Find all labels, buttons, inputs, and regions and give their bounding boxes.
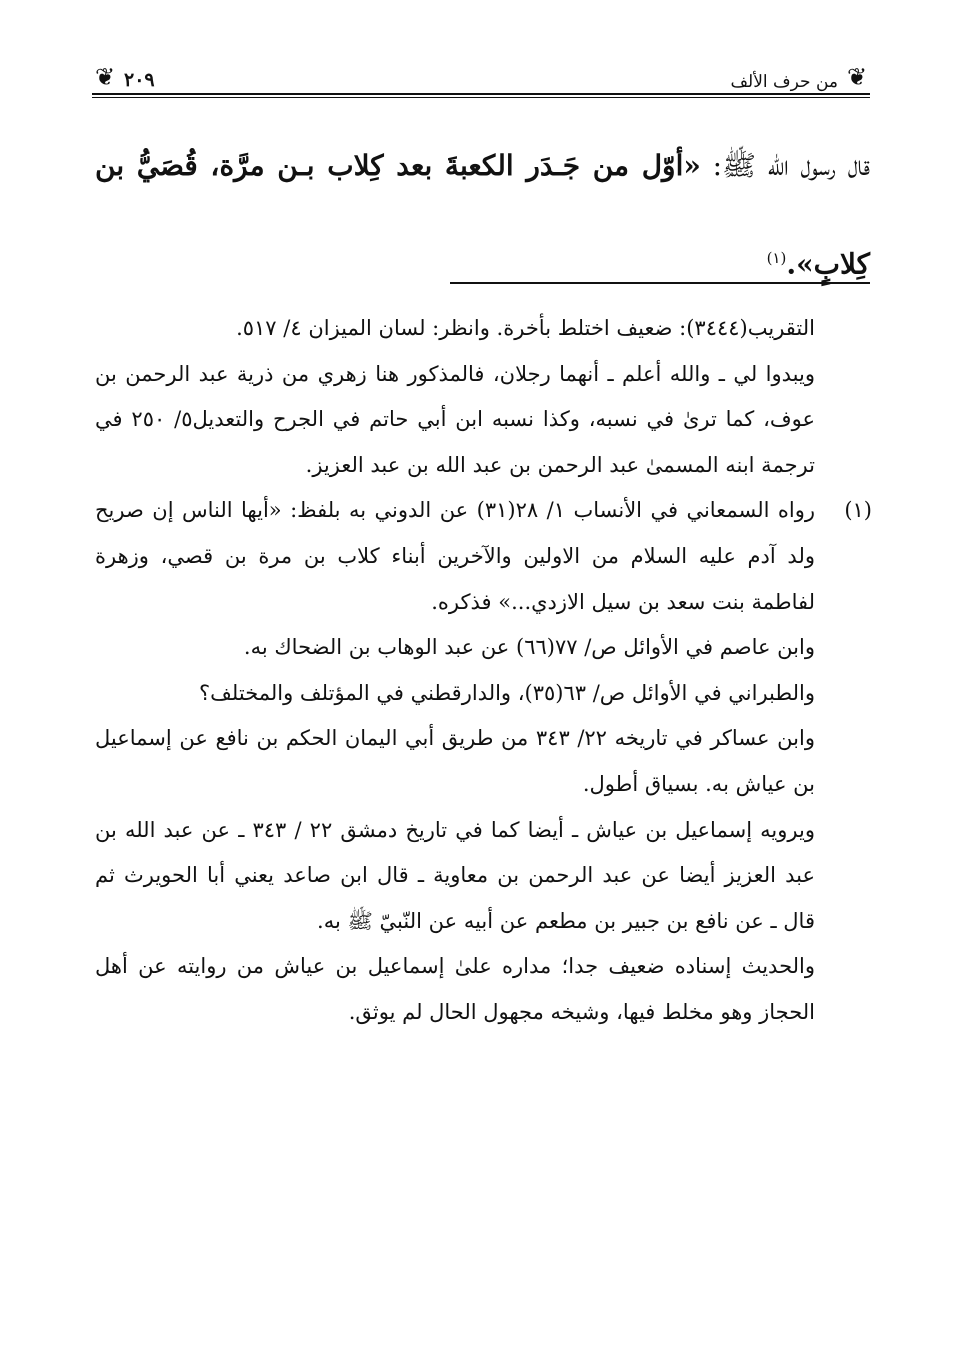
floral-ornament-icon: ❦ <box>846 63 868 91</box>
footnote-paragraph: والحديث إسناده ضعيف جدا؛ مداره علىٰ إسماعيل بن عياش من روايته عن أهل الحجاز وهو مخلط فيها، وشيخه مجهول الحال لم يوثق. <box>95 954 815 1024</box>
footnote-paragraph: التقريب(٣٤٤٤): ضعيف اختلط بأخرة. وانظر: لسان الميزان ٤/ ٥١٧. <box>236 316 815 340</box>
footnote-number: (١) <box>844 498 872 523</box>
footnote-separator <box>450 282 870 284</box>
header-rule <box>92 93 870 98</box>
footnote-1 <box>95 488 870 1035</box>
footnote-paragraph: وابن عساكر في تاريخه ٢٢/ ٣٤٣ من طريق أبي اليمان الحكم بن نافع عن إسماعيل بن عياش به. بسياق أطول. <box>95 726 815 796</box>
footnote-continued <box>95 306 870 488</box>
footnote-paragraph: رواه السمعاني في الأنساب ١/ ٢٨(٣١) عن الدوني به بلفظ: «أيها الناس إن صريح ولد آدم عليه السلام من الاولين والآخرين أبناء كلاب بن مرة بن قصي، وزهرة لفاطمة بنت سعد بن سيل الازدي...» فذكره. <box>95 498 815 614</box>
footnote-paragraph: وابن عاصم في الأوائل ص/ ٧٧(٦٦) عن عبد الوهاب بن الضحاك به. <box>243 635 815 660</box>
page-number: ٢٠٩ <box>124 69 155 91</box>
footnotes <box>95 306 870 1036</box>
running-header <box>92 60 870 100</box>
floral-ornament-icon: ❦ <box>94 63 116 91</box>
footnote-paragraph: والطبراني في الأوائل ص/ ٦٣(٣٥)، والدارقطني في المؤتلف والمختلف؟ <box>199 680 815 705</box>
footnote-paragraph: ويبدوا لي ـ والله أعلم ـ أنهما رجلان، فالمذكور هنا زهري من ذرية عبد الرحمن بن عوف، كما ترىٰ في نسبه، وكذا نسبه ابن أبي حاتم في الجرح والتعديل٥/ ٢٥٠ في ترجمة ابنه المسمىٰ عبد الرحمن بن عبد الله بن عبد العزيز. <box>95 361 816 477</box>
footnote-paragraph: ويرويه إسماعيل بن عياش ـ أيضا كما في تاريخ دمشق ٢٢ / ٣٤٣ ـ عن عبد الله بن عبد العزيز أيضا عن عبد الرحمن بن معاوية ـ قال ابن صاعد يعني أبا الحويرث ثم قال ـ عن نافع بن جبير بن مطعم عن أبيه عن النّبيّ ﷺ به. <box>95 817 815 933</box>
hadith-intro: قال رسول الله ﷺ: <box>700 149 870 182</box>
chapter-title: من حرف الألف <box>730 72 838 92</box>
hadith-quote: «أوّل من جَـدَر الكعبةَ بعد كِلاب بـن مرَّة، قُصَيُّ بن كِلابٍ». <box>95 149 870 281</box>
footnote-reference: (١) <box>766 249 787 267</box>
